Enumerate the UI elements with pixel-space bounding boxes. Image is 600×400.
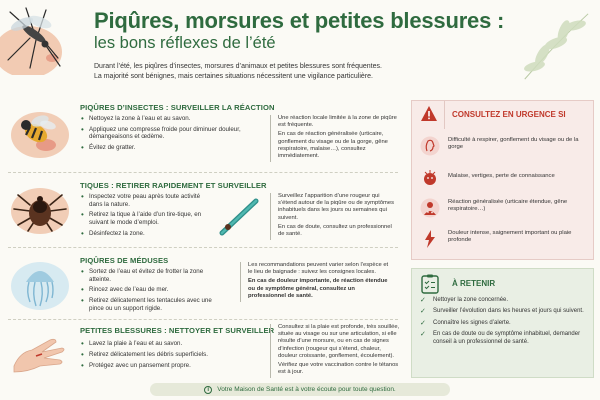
list-item <box>420 308 590 315</box>
list-item: • Protégez avec un pansement propre. <box>80 362 248 370</box>
emergency-item-text: Réaction généralisée (urticaire étendue, gêne respiratoire…) <box>448 199 568 213</box>
list-item: • Retirez la tique à l’aide d’un tire-tique, en suivant le mode d’emploi. <box>80 211 212 226</box>
bullet-list <box>80 115 248 155</box>
list-item <box>420 297 590 304</box>
section-title: TIQUES : RETIRER RAPIDEMENT ET SURVEILLER <box>80 181 267 190</box>
pain-icon <box>420 229 440 249</box>
section-note <box>270 115 398 162</box>
bee-icon <box>10 105 70 159</box>
check-icon: ✓ <box>420 297 426 304</box>
intro-line: La majorité sont bénignes, mais certaines situations nécessitent une vigilance particulière. <box>94 72 373 80</box>
list-item: • Retirez délicatement les débris superficiels. <box>80 351 248 359</box>
list-item: • Rincez avec de l’eau de mer. <box>80 286 220 294</box>
section-insect-bites <box>8 95 398 173</box>
breathing-icon <box>420 136 440 156</box>
emergency-item-text: Difficulté à respirer, gonflement du visage ou de la gorge <box>448 137 579 151</box>
emergency-item <box>420 133 592 163</box>
warning-icon <box>420 105 438 123</box>
list-item: • Lavez la plaie à l’eau et au savon. <box>80 340 248 348</box>
divider <box>444 101 445 129</box>
check-icon: ✓ <box>420 308 426 316</box>
list-item: • Évitez de gratter. <box>80 144 248 152</box>
list-item: • Désinfectez la zone. <box>80 230 212 238</box>
section-ticks <box>8 173 398 248</box>
key-points-title: À RETENIR <box>452 279 496 288</box>
leaf-icon <box>515 6 593 84</box>
list-item: • Inspectez votre peau après toute activité dans la nature. <box>80 193 212 208</box>
page-header <box>94 8 514 53</box>
key-point-text: Surveiller l’évolution dans les heures et jours qui suivent. <box>433 308 584 315</box>
section-title: PETITES BLESSURES : NETTOYER ET SURVEILLER <box>80 326 275 335</box>
emergency-item <box>420 165 592 195</box>
section-jellyfish <box>8 248 398 320</box>
note-text: En cas de doute, consultez un professionnel de santé. <box>278 223 392 238</box>
section-note <box>240 262 390 302</box>
section-note <box>270 193 398 240</box>
list-item <box>420 331 590 346</box>
note-text: Une réaction locale limitée à la zone de piqûre est fréquente. <box>278 115 397 129</box>
intro-line: Durant l’été, les piqûres d’insectes, morsures d’animaux et petites blessures sont fréquentes. <box>94 63 382 70</box>
tick-icon <box>10 183 70 237</box>
check-icon: ✓ <box>420 319 426 327</box>
note-text: En cas de douleur importante, de réaction étendue ou de symptôme général, consultez un professionnel de santé. <box>248 278 388 299</box>
intro-text <box>94 62 504 81</box>
section-title: PIQÛRES D’INSECTES : SURVEILLER LA RÉACTION <box>80 103 275 112</box>
key-points-list <box>420 297 590 350</box>
emergency-item-text: Douleur intense, saignement important ou plaie profonde <box>448 230 572 244</box>
emergency-title: CONSULTEZ EN URGENCE SI <box>452 110 566 119</box>
check-icon: ✓ <box>420 331 426 339</box>
list-item: • Appliquez une compresse froide pour diminuer douleur, démangeaisons et œdème. <box>80 126 248 141</box>
emergency-item-text: Malaise, vertiges, perte de connaissance <box>448 173 555 179</box>
page-subtitle: les bons réflexes de l’été <box>94 34 276 52</box>
emergency-item <box>420 195 592 225</box>
mosquito-illustration <box>0 0 80 75</box>
emergency-header <box>412 101 593 129</box>
key-points-box <box>411 268 594 378</box>
list-item: • Sortez de l’eau et évitez de frotter la zone atteinte. <box>80 268 220 283</box>
checklist-icon <box>421 274 439 294</box>
footer-text: Votre Maison de Santé est à votre écoute pour toute question. <box>217 386 396 393</box>
section-small-wounds <box>8 320 398 378</box>
note-text: Consultez si la plaie est profonde, très souillée, située au visage ou sur une articulation, si elle résulte d’une morsure, ou en cas de signes d’infection (rougeur qui s’étend, chaleur, douleur croissante, gonflement, écoulement). <box>278 324 400 359</box>
bullet-list <box>80 193 212 241</box>
footer-banner <box>150 383 450 396</box>
emergency-item <box>420 226 592 256</box>
hand-wound-icon <box>10 322 70 376</box>
key-point-text: Nettoyer la zone concernée. <box>433 297 509 303</box>
jellyfish-icon <box>10 258 70 312</box>
rash-icon <box>420 198 440 218</box>
bullet-list <box>80 268 220 316</box>
section-note <box>270 324 400 378</box>
key-point-text: Connaître les signes d’alerte. <box>433 319 511 326</box>
note-text: Surveillez l’apparition d’une rougeur qui s’étend autour de la piqûre ou de symptômes inhabituels dans les jours ou semaines qui suivent. <box>278 193 395 221</box>
dizzy-icon <box>420 168 440 188</box>
note-text: Vérifiez que votre vaccination contre le tétanos est à jour. <box>278 362 399 376</box>
info-icon: i <box>204 386 212 394</box>
list-item: • Retirez délicatement les tentacules avec une pince ou un support rigide. <box>80 297 220 312</box>
page-title: Piqûres, morsures et petites blessures : <box>94 8 505 33</box>
list-item: • Nettoyez la zone à l’eau et au savon. <box>80 115 248 123</box>
note-text: Les recommandations peuvent varier selon l’espèce et le lieu de baignade : suivez les consignes locales. <box>248 262 389 276</box>
list-item <box>420 320 590 327</box>
tick-remover-icon <box>216 197 264 237</box>
emergency-box <box>411 100 594 260</box>
note-text: En cas de réaction généralisée (urticaire, gonflement du visage ou de la gorge, gêne respiratoire, malaise…), consultez immédiatement. <box>278 131 388 160</box>
bullet-list <box>80 340 248 372</box>
key-point-text: En cas de doute ou de symptôme inhabituel, demander conseil à un professionnel de santé. <box>433 331 581 345</box>
section-title: PIQÛRES DE MÉDUSES <box>80 256 169 265</box>
